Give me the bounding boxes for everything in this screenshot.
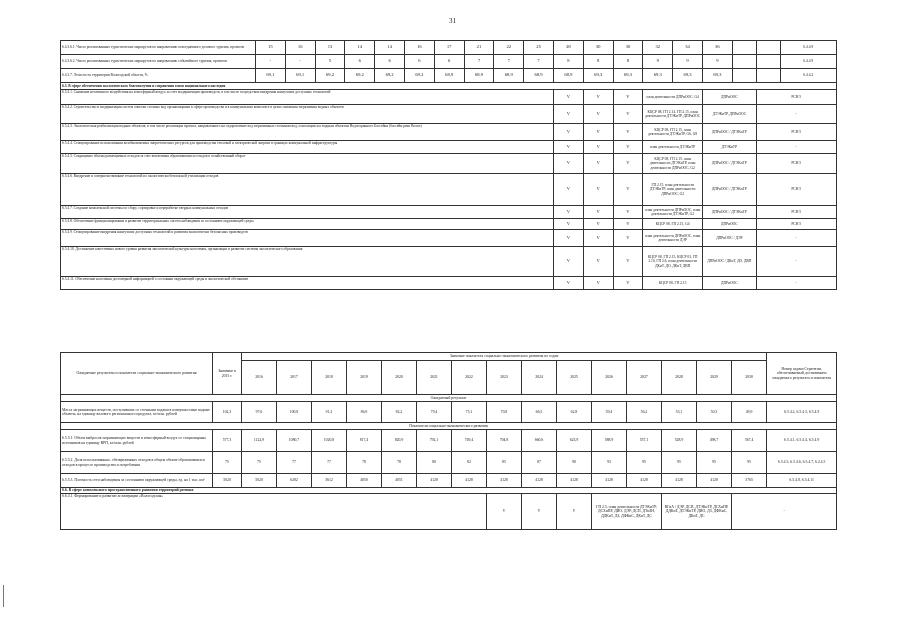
executor: ДПРиООС / ДТЭКиТР [702,206,756,219]
year-value: 82 [452,452,487,474]
year-header: 2025 [557,361,592,395]
indicator-value: 5 [315,55,345,69]
documents: ГП 2.15, план деятельности ДТЭКиТР, план деятельности ДПРиООС, G2 [643,174,703,206]
measure-row [61,154,837,174]
period-mark: V [613,154,643,174]
year-header: 2028 [662,361,697,395]
year-value: 77 [312,452,347,474]
documents: план деятельности ДПРиООС, план деятельности ДТЭКиТР, G2 [643,206,703,219]
year-value: 567,4 [732,430,767,452]
period-mark: V [553,277,583,290]
year-value: 62,8 [557,402,592,423]
executor: ВГиА / ДЭР, ДСП, ДТЭКиТР, ДСХиПР, ДДКиТ, ДТЭКиТР, ДИО, ДЗ, ДФКиС, ДКиТ, ДС [662,494,732,530]
indicator-value: 69,2 [315,69,345,83]
indicator-value: 30 [583,41,613,55]
indicator-value: 36 [702,41,732,55]
executor: ДТЭКиТР [702,141,756,154]
task-refs: 6.5.4.5, 6.5.4.6, 6.5.4.7, 6.2.4.5 [767,452,837,474]
header-base-year: Значение в 2015 г. [213,353,242,395]
base-value: 75 [213,452,242,474]
executor: ДПРиООС / ДКиТ, ДО, ДВП [702,247,756,277]
measure-row [61,247,837,277]
page-number: 31 [449,17,456,25]
indicator-row [61,452,837,474]
year-value: 5020 [242,474,277,488]
indicator-value: 28 [553,41,583,55]
base-value: 577,3 [213,430,242,452]
period-mark: V [613,247,643,277]
year-value: 95 [627,452,662,474]
year-value: 75 [242,452,277,474]
year-header: 2019 [347,361,382,395]
goal-ref: - [732,494,837,530]
indicator-value: 17 [434,41,464,55]
goal-ref: РСН 5 [756,219,836,230]
executor: ДПРиООС / ДТЭКиТР [702,174,756,206]
measure-row [61,206,837,219]
goal-ref: РСН 5 [756,90,836,105]
year-value: 4128 [487,474,522,488]
year-value: 4128 [592,474,627,488]
period-mark: V [557,494,592,530]
year-header: 2022 [452,361,487,395]
year-value: 660,6 [522,430,557,452]
year-value: 50,3 [697,402,732,423]
measure-row [61,219,837,230]
goal-ref: РСН 5 [756,154,836,174]
year-value: 528,9 [662,430,697,452]
period-mark: V [583,174,613,206]
header-tasks: Номер задачи Стратегии, обеспечиваемый достижением ожидаемого результата и показателя [767,353,837,395]
subheader-row [61,395,837,402]
executor: ДТЭКиТР, ДПРиООС [702,105,756,124]
indicator-label: 6.5.5.3. Плотность сети наблюдения за состоянием окружающей среды, ед. на 1 тыс. км² [61,474,213,488]
indicator-value: 25 [524,41,554,55]
documents: КЦСР 08, ГП 2.15, план деятельности ДТЭКиТР, G6, G8 [643,124,703,141]
indicator-value: - [256,55,286,69]
indicator-value: 15 [256,41,286,55]
base-value: 5020 [213,474,242,488]
measure-row [61,277,837,290]
indicator-label: 6.5.5.2. Доля использованных, обезвреженных отходов в общем объеме образовавшихся отходов в процессе производства и потребления [61,452,213,474]
measures-table [60,40,837,290]
year-value: 59,4 [592,402,627,423]
period-mark: V [583,206,613,219]
section-header: 6.5. В сфере обеспечения экологического благополучия и сохранения основ национального наследия [61,83,837,90]
indicator-value: 69,1 [256,69,286,83]
year-value: 4050 [347,474,382,488]
task-ref [732,41,756,55]
indicator-value: 21 [464,41,494,55]
indicator-value: 6 [345,55,375,69]
year-value: 90 [557,452,592,474]
period-mark: V [613,141,643,154]
year-value: 820,9 [382,430,417,452]
indicator-value: 68,9 [524,69,554,83]
period-mark: V [583,230,613,247]
year-value: 95 [732,452,767,474]
measure-label: 6.5.4.9. Стимулирование внедрения наилучших доступных технологий и развития экологически безопасных производств [61,230,554,247]
year-value: 75,1 [452,402,487,423]
year-value: 498,7 [697,430,732,452]
year-header: 2017 [277,361,312,395]
period-mark: V [553,105,583,124]
indicator-label: 6.4.3.6.2. Число реализованных туристических маршрутов по направлению событийного туризма, проектов [61,55,256,69]
task-ref: 6.4.4.9 [780,41,836,55]
base-value: 102,3 [213,402,242,423]
year-header: 2016 [242,361,277,395]
indicator-value: 9 [673,55,703,69]
executor: ДПРиООС [702,277,756,290]
year-value: 4051 [382,474,417,488]
indicator-value: 7 [464,55,494,69]
year-header: 2029 [697,361,732,395]
year-value: 78 [382,452,417,474]
task-ref [756,41,780,55]
year-value: 4128 [417,474,452,488]
executor: ДПРиООС / ДТЭКиТР [702,124,756,141]
measure-row [61,105,837,124]
indicator-label: 6.4.3.7. Лесистость территории Вологодской области, % [61,69,256,83]
measure-row [61,494,837,530]
period-mark: V [553,247,583,277]
year-value: 91,2 [312,402,347,423]
indicator-value: 69,3 [673,69,703,83]
goal-ref: - [756,141,836,154]
indicator-value: 6 [404,55,434,69]
section-header-row [61,83,837,90]
documents: КЦСР 08, ГП 2.14, ГП 2.15, план деятельности ДТЭКиТР, ДПРиООС [643,105,703,124]
year-value: 56,2 [627,402,662,423]
documents: КЦСР 08, ГП 2.15, план деятельности ДТЭКиТР, план деятельности ДПРиООС, G2 [643,154,703,174]
measure-row [61,124,837,141]
measure-label: 6.5.4.4. Стимулирование использования возобновляемых энергетических ресурсов для производства тепловой и электрической энергии в границах коммунальной инфраструктуры [61,141,554,154]
executor: ДПРиООС / ДЭР [702,230,756,247]
year-value: 53,1 [662,402,697,423]
measure-row [61,141,837,154]
documents: КЦСР 08, ГП 2.15, КЦСР 03, ГП 2.10, ГП 2.6, план деятельности ДКиТ, ДО, ДКиТ, ДВП [643,247,703,277]
year-header: 2021 [417,361,452,395]
indicator-value: 14 [345,41,375,55]
indicator-value: 14 [375,41,405,55]
expected-title: Ожидаемый результат [61,395,837,402]
documents: ГП 2.5, план деятельности ДТЭКиТР, ДСХиПР, ДИО, ДЭР, ДСП, ДТиЗН, ДДКиТ, ДЗ, ДФКиС, ДКиТ, ДС [592,494,662,530]
goal-ref: - [756,105,836,124]
header-row [61,353,837,361]
indicator-value: 8 [583,55,613,69]
year-value: 1122,9 [242,430,277,452]
indicator-value: 69,3 [702,69,732,83]
task-refs: 6.5.4.8, 6.5.4.11 [767,474,837,488]
indicator-value: 6 [434,55,464,69]
documents: план деятельности ДПРиООС, план деятельности ДЭР [643,230,703,247]
period-mark: V [613,124,643,141]
indicator-row [61,55,837,69]
measure-label: 6.5.4.5. Сокращение объема размещаемых отходов за счет вовлечения образовавшихся отходов в хозяйственный оборот [61,154,554,174]
period-mark: V [613,219,643,230]
margin-mark [3,585,7,607]
year-value: 4128 [697,474,732,488]
indicator-value: 68,9 [464,69,494,83]
year-value: 70,8 [487,402,522,423]
year-header: 2020 [382,361,417,395]
year-value: 6282 [277,474,312,488]
year-value: 557,1 [627,430,662,452]
period-mark: V [613,206,643,219]
executor: ДПРиООС [702,219,756,230]
documents: план деятельности ДТЭКиТР [643,141,703,154]
indicator-label: 6.5.5.1. Объем выбросов загрязняющих веществ в атмосферный воздух от стационарных источников на единицу ВРП, кг/млн. рублей [61,430,213,452]
indicator-row [61,69,837,83]
indicator-value: 69,2 [345,69,375,83]
year-value: 86,9 [347,402,382,423]
year-value: 4128 [662,474,697,488]
year-value: 97,6 [242,402,277,423]
task-ref: 6.4.4.9 [780,55,836,69]
year-value: 704,8 [487,430,522,452]
header-results: Ожидаемые результаты и показатели социально-экономического развития [61,353,213,395]
period-mark: V [553,124,583,141]
period-mark: V [583,219,613,230]
period-mark: V [583,124,613,141]
task-refs: 6.5.4.2, 6.5.4.3, 6.5.4.9 [767,402,837,423]
measure-label: 6.6.4.1. Формирование и развитие агломерации «Вологодская» [61,494,487,530]
indicator-value: 9 [702,55,732,69]
documents: план деятельности ДПРиООС, G4 [643,90,703,105]
year-value: 4128 [557,474,592,488]
indicator-value: 32 [643,41,673,55]
period-mark: V [487,494,522,530]
year-value: 3765 [732,474,767,488]
indicator-value: 9 [643,55,673,69]
period-mark: V [613,174,643,206]
year-header: 2030 [732,361,767,395]
indicator-value: 68,9 [553,69,583,83]
header-years-group: Значение показателя социально-экономического развития по годам [242,353,767,361]
indicator-value: 69,2 [375,69,405,83]
year-value: 1020,8 [312,430,347,452]
indicator-row [61,474,837,488]
executor: ДПРиООС [702,90,756,105]
indicator-row [61,430,837,452]
period-mark: V [522,494,557,530]
indicator-value: 16 [285,41,315,55]
indicator-value: 34 [673,41,703,55]
year-header: 2024 [522,361,557,395]
indicator-value: 8 [553,55,583,69]
period-mark: V [553,230,583,247]
year-value: 77 [277,452,312,474]
year-header: 2023 [487,361,522,395]
executor: ДПРиООС / ДТЭКиТР [702,154,756,174]
period-mark: V [613,90,643,105]
period-mark: V [553,154,583,174]
period-mark: V [583,277,613,290]
indicator-value: 69,3 [643,69,673,83]
measure-label: 6.5.4.3. Экологическая реабилитация водных объектов, в том числе реализация проекта, направленного на оздоровление вод загрязненных сточными вод, относящихся к водным объектам Водоохранного Бассейна (бассейн реки Волги) [61,124,554,141]
goal-ref: РСН 5 [756,206,836,219]
measure-row [61,174,837,206]
year-value: 93 [592,452,627,474]
goal-ref: РСН 5 [756,174,836,206]
goal-ref: РСН 5 [756,124,836,141]
indicator-value: 68,9 [494,69,524,83]
year-value: 87 [522,452,557,474]
task-ref [732,69,756,83]
subheader-row [61,423,837,430]
year-value: 79,4 [417,402,452,423]
year-value: 4128 [522,474,557,488]
year-value: 1080,7 [277,430,312,452]
period-mark: V [553,219,583,230]
documents: КЦСР 08, ГП 2.15, G4 [643,219,703,230]
indicator-value: 30 [613,41,643,55]
indicator-row [61,41,837,55]
year-value: 817,4 [347,430,382,452]
year-value: 588,9 [592,430,627,452]
period-mark: V [613,230,643,247]
indicator-value: - [285,55,315,69]
period-mark: V [583,90,613,105]
period-mark: V [553,206,583,219]
period-mark: V [553,90,583,105]
measure-label: 6.5.4.11. Обеспечение населения достоверной информацией о состоянии окружающей среды и экологической обстановке [61,277,554,290]
indicators-title: Показатели социально-экономического развития [61,423,837,430]
goal-ref: - [756,277,836,290]
measure-label: 6.5.4.7. Создание комплексной системы по сбору, сортировке и переработке твердых коммунальных отходов [61,206,554,219]
task-ref [732,55,756,69]
year-value: 4128 [452,474,487,488]
year-header: 2027 [627,361,662,395]
indicator-value: 69,3 [613,69,643,83]
task-refs: 6.5.4.1, 6.5.4.4, 6.5.4.9 [767,430,837,452]
indicators-table [60,352,837,530]
indicator-value: 68,9 [434,69,464,83]
year-value: 85 [487,452,522,474]
year-header: 2026 [592,361,627,395]
year-value: 3612 [312,474,347,488]
goal-ref: - [756,230,836,247]
year-value: 95 [697,452,732,474]
expected-row [61,402,837,423]
measure-label: 6.5.4.10. Достижение качественно нового уровня развития экологической культуры населения, организации и развитие системы экологического образования [61,247,554,277]
indicator-value: 8 [613,55,643,69]
year-value: 100,8 [277,402,312,423]
documents: КЦСР 08, ГП 2.15 [643,277,703,290]
year-value: 792,1 [417,430,452,452]
year-header: 2018 [312,361,347,395]
indicator-value: 22 [494,41,524,55]
period-mark: V [583,105,613,124]
measure-label: 6.5.4.1. Снижение негативного воздействия на атмосферный воздух за счет модернизации производств, в том числе посредством внедрения наилучших доступных технологий [61,90,554,105]
year-value: 749,4 [452,430,487,452]
period-mark: V [583,154,613,174]
year-value: 49,9 [732,402,767,423]
indicator-value: 13 [315,41,345,55]
measure-row [61,230,837,247]
measure-label: 6.5.4.2. Строительство и модернизация систем очистки сточных вод организациями в сфере производства и в коммунальном комплексе в целях снижения загрязнения водных объектов [61,105,554,124]
task-ref [756,55,780,69]
measure-row [61,90,837,105]
goal-ref: - [756,247,836,277]
measure-label: 6.5.4.6. Внедрение и совершенствование технологий по экологически безопасной утилизации отходов [61,174,554,206]
year-value: 95 [662,452,697,474]
indicator-value: 69,3 [583,69,613,83]
indicator-value: 6 [375,55,405,69]
indicator-value: 7 [494,55,524,69]
year-value: 80 [417,452,452,474]
indicator-value: 69,2 [404,69,434,83]
task-ref: 6.4.4.2 [780,69,836,83]
period-mark: V [553,174,583,206]
expected-label: Масса загрязняющих веществ, поступивших со сточными водами в поверхностные водные объекты, на единицу валового регионального продукта, кг/млн. рублей [61,402,213,423]
period-mark: V [583,247,613,277]
period-mark: V [613,277,643,290]
measure-label: 6.5.4.8. Обеспечение функционирования и развитие территориальных систем наблюдения за состоянием окружающей среды [61,219,554,230]
section-header: 6.6. В сфере комплексного пространственного развития территорий региона [61,488,837,494]
indicator-value: 16 [404,41,434,55]
indicator-value: 7 [524,55,554,69]
period-mark: V [553,141,583,154]
indicator-value: 69,1 [285,69,315,83]
indicator-label: 6.4.3.6.1. Число реализованных туристических маршрутов по направлению повседневного делового туризма, проектов [61,41,256,55]
period-mark: V [613,105,643,124]
task-ref [756,69,780,83]
year-value: 82,2 [382,402,417,423]
year-value: 4128 [627,474,662,488]
year-value: 623,9 [557,430,592,452]
period-mark: V [583,141,613,154]
year-value: 78 [347,452,382,474]
year-value: 66,5 [522,402,557,423]
